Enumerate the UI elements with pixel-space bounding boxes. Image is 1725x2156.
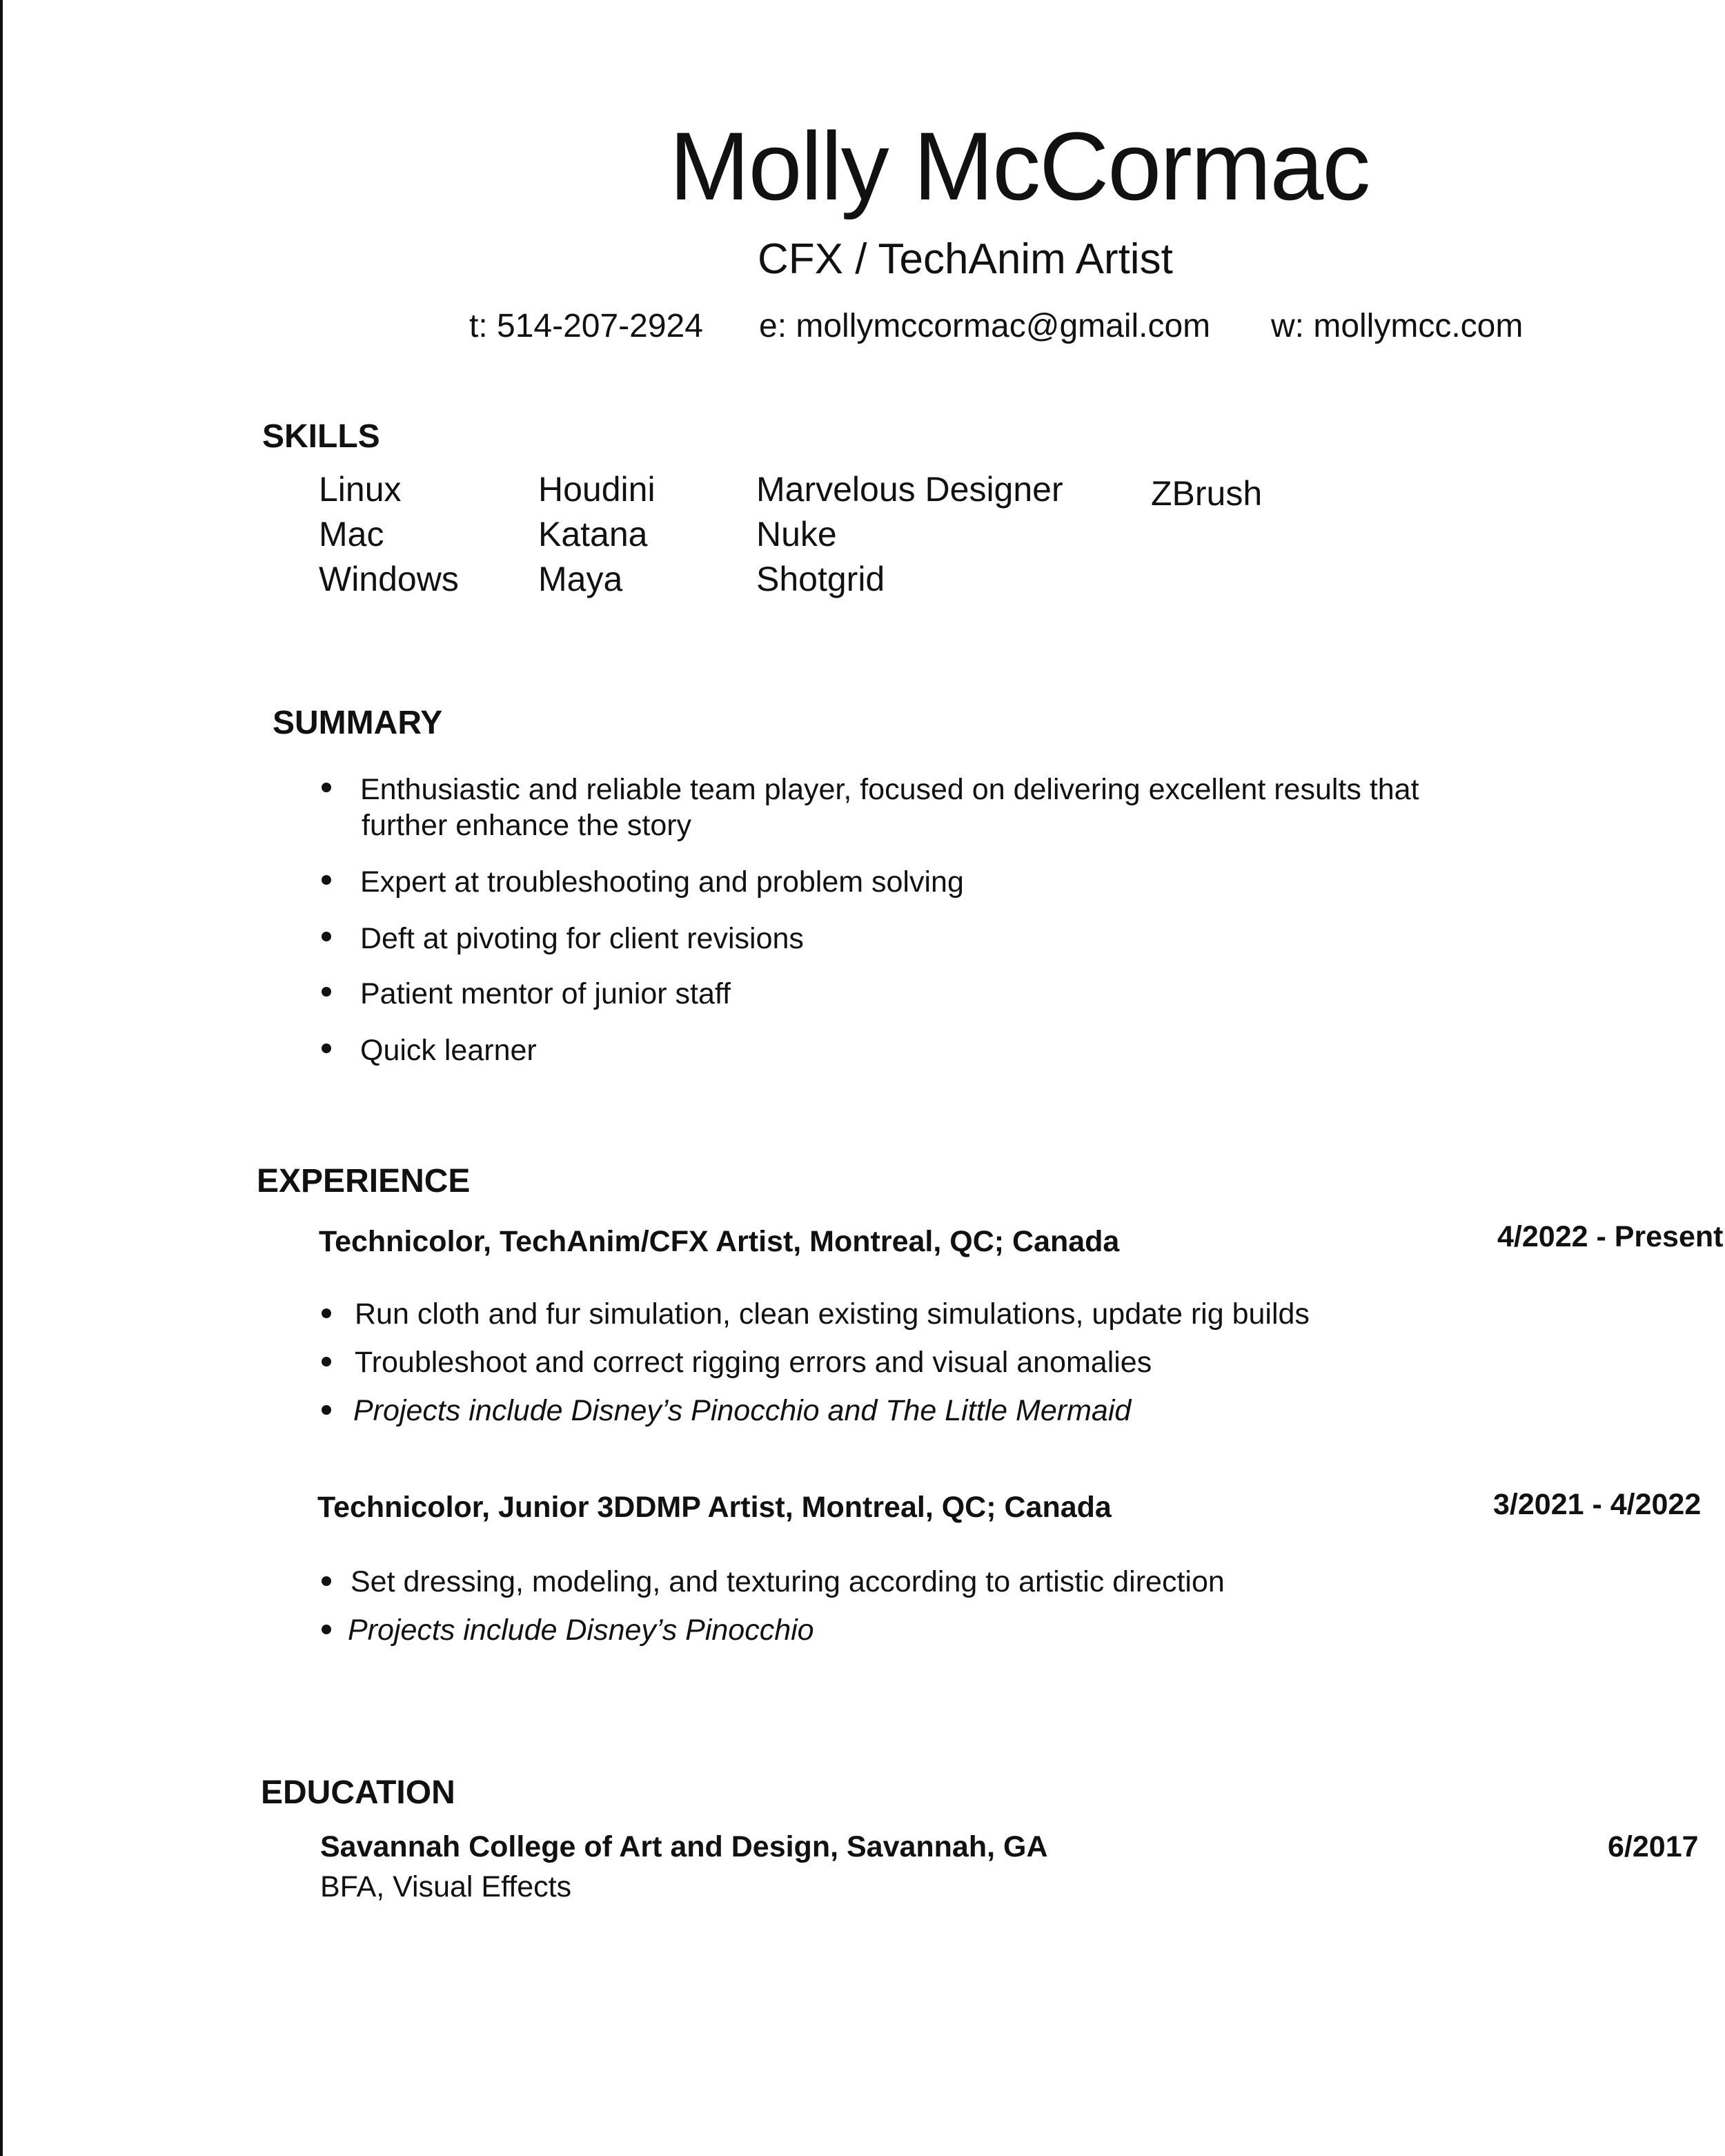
job-dates: 4/2022 - Present xyxy=(1497,1220,1724,1253)
phone-number: t: 514-207-2924 xyxy=(469,308,703,344)
bullet-point xyxy=(322,1309,331,1318)
job-title: Technicolor, TechAnim/CFX Artist, Montreal, QC; Canada xyxy=(319,1225,1120,1258)
website-link[interactable]: w: mollymcc.com xyxy=(1271,308,1524,344)
bullet-point xyxy=(322,1405,331,1415)
job-role: CFX / TechAnim Artist xyxy=(758,235,1173,283)
job-dates: 3/2021 - 4/2022 xyxy=(1493,1488,1702,1521)
experience-heading: EXPERIENCE xyxy=(257,1163,471,1199)
summary-heading: SUMMARY xyxy=(273,705,443,741)
summary-bullet: Enthusiastic and reliable team player, focused on delivering excellent results that xyxy=(360,773,1419,806)
bullet-point xyxy=(322,1576,331,1586)
skill-item: Houdini xyxy=(538,470,656,509)
left-border-line xyxy=(0,0,3,2156)
skill-item: Katana xyxy=(538,515,648,553)
skill-item: Windows xyxy=(319,560,459,598)
skill-item: Shotgrid xyxy=(756,560,885,598)
candidate-name: Molly McCormac xyxy=(669,112,1370,220)
bullet-point xyxy=(322,1357,331,1366)
skill-item: Mac xyxy=(319,515,384,553)
bullet-point xyxy=(322,783,331,792)
summary-bullet: Expert at troubleshooting and problem solving xyxy=(360,865,964,899)
skill-item: Maya xyxy=(538,560,623,598)
summary-bullet: Patient mentor of junior staff xyxy=(360,977,731,1010)
job-projects-bullet: Projects include Disney’s Pinocchio xyxy=(348,1614,814,1647)
job-bullet: Troubleshoot and correct rigging errors and visual anomalies xyxy=(355,1346,1152,1379)
school-name: Savannah College of Art and Design, Savannah, GA xyxy=(320,1830,1048,1863)
job-bullet: Set dressing, modeling, and texturing according to artistic direction xyxy=(351,1565,1225,1598)
bullet-point xyxy=(322,875,331,885)
email-address[interactable]: e: mollymccormac@gmail.com xyxy=(759,308,1211,344)
summary-bullet-continued: further enhance the story xyxy=(362,809,692,842)
job-projects-bullet: Projects include Disney’s Pinocchio and The Little Mermaid xyxy=(353,1394,1132,1427)
skill-item: ZBrush xyxy=(1151,474,1263,513)
summary-bullet: Quick learner xyxy=(360,1034,537,1067)
skill-item: Marvelous Designer xyxy=(756,470,1063,509)
job-title: Technicolor, Junior 3DDMP Artist, Montreal, QC; Canada xyxy=(317,1491,1112,1524)
graduation-date: 6/2017 xyxy=(1608,1830,1699,1863)
skill-item: Nuke xyxy=(756,515,837,553)
skills-heading: SKILLS xyxy=(262,418,380,455)
education-heading: EDUCATION xyxy=(261,1774,455,1811)
bullet-point xyxy=(322,932,331,941)
job-bullet: Run cloth and fur simulation, clean existing simulations, update rig builds xyxy=(355,1297,1310,1331)
skill-item: Linux xyxy=(319,470,402,509)
bullet-point xyxy=(322,1625,331,1634)
summary-bullet: Deft at pivoting for client revisions xyxy=(360,922,804,955)
bullet-point xyxy=(322,1043,331,1053)
bullet-point xyxy=(322,987,331,997)
degree: BFA, Visual Effects xyxy=(320,1870,572,1903)
